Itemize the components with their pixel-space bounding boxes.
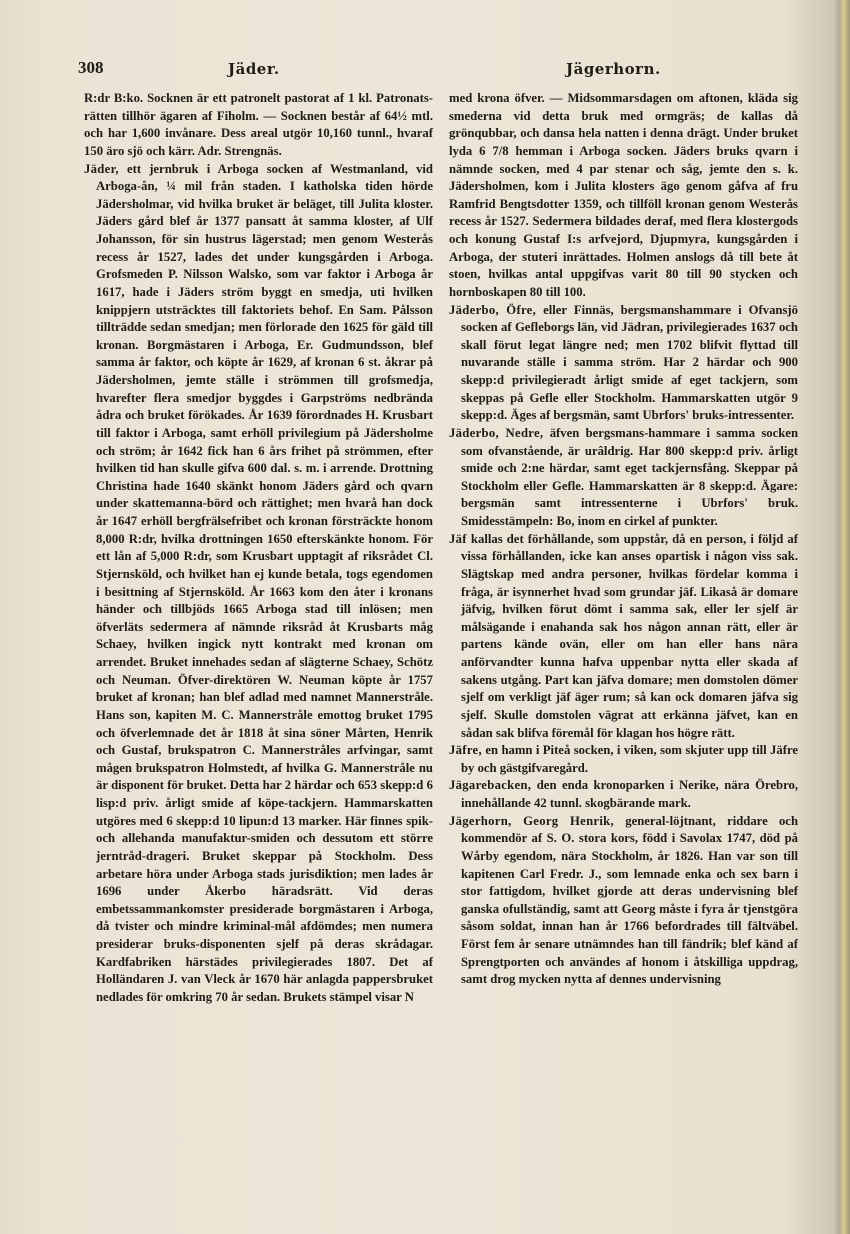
- entry-jaf: [449, 531, 798, 743]
- entry-text: en hamn i Piteå socken, i viken, som skjuter upp till Jäfre by och gästgifvaregård.: [461, 743, 799, 775]
- entry-text: ett jernbruk i Arboga socken af Westmanland, vid Arboga-ån, ¼ mil från staden. I katholska tiden hörde Jädersholmar, vid hvilka bruket är beläget, till Julita kloster. Jäders gård blef år 1377 pansatt åt samma kloster, af Ulf Johansson, för sin hustrus lägerstad; men genom Westerås recess år 1527, lades det under kungsgården i Arboga. Grofsmeden P. Nilsson Walsko, som var faktor i Arboga år 1617, hade i Jäders ström byggt en smedja, uti hvilken knippjern utsträcktes till faktoriets behof. En Sam. Pålsson tillträdde sedan smedjan; men förlorade den 1625 för gäld till kronan. Borgmästaren i Arboga, Er. Gudmundsson, blef samma år faktor, och köpte år 1629, af kronan 6 st. åkrar på Jädersholmen, jemte ställe i strömmen till grofsmedja, hvarefter flera smedjor byggdes i Garpströms nedbrända ådra och bruket förökades. År 1639 förordnades H. Krusbart till faktor i Arboga, samt erhöll privilegium på Jädersholme och ström; år 1642 fick han 6 års frihet på strömmen, efter hvilken tid han skulle gifva 600 dal. s. m. i arrende. Drottning Christina hade 1640 skänkt honom Jäders gård och qvarn under skattemanna-börd och rättighet; men hvarå han dock år 1647 erhöll bergfrälsefribet och kronan försträckte honom 8,000 R:dr, hvilka drottningen 1650 efterskänkte honom. För ett lån af 5,000 R:dr, som Krusbart upptagit af riksrådet Cl. Stjernsköld, och hvilket han ej kunde betala, togs egendomen i besittning af Stjernsköld. År 1663 kom den åter i kronans händer och tillbjöds 1665 Arboga stad till inlösen; men öfverläts sedermera af nämnde riksråd åt Krusbarts måg Schaey, hvilken ingick nytt kontrakt med kronan om arrendet. Bruket innehades sedan af slägterne Schaey, Schötz och Neuman. Öfver-direktören W. Neuman köpte år 1757 bruket af kronan; han blef adlad med namnet Mannerstråle. Hans son, kapiten M. C. Mannerstråle emottog bruket 1795 och öfverlemnade det år 1818 åt sina söner Mårten, Henrik och Gustaf, brukspatron C. Mannerstråles arfvingar, samt mågen brukspatron Holmstedt, af hvilka G. Mannerstråle nu är disponent för bruket. Detta har 2 härdar och 653 skepp:d 6 lisp:d priv. årligt smide af köpe-tackjern. Hammarskatten utgöres med 6 skepp:d 10 lipun:d 13 marker. Här finnes spik- och allehanda manufaktur-smiden och dessutom ett större jerntråd-drageri. Bruket skeppar på Stockholm. Dess arbetare höra under Arboga stads jurisdiktion; men lades år 1696 under Åkerbo häradsrätt. Vid deras embetssammankomster presiderade borgmästaren i Arboga, då tvister och mindre kriminal-mål afdömdes; men numera presiderar bruks-disponenten sjelf på deras skrådagar. Kardfabriken härstädes privilegierades 1807. Det af Holländaren J. van Vleck år 1670 här anlagda pappersbruket nedlades för omkring 70 år sedan. Brukets stämpel visar N: [96, 161, 433, 1004]
- entry-text: R:dr B:ko. Socknen är ett patronelt pastorat af 1 kl. Patronats-rätten tillhör ägaren af Fiholm. — Socknen består af 64½ mtl. och har 1,600 invånare. Dess areal utgör 10,160 tunnl., hvaraf 150 äro sjö och kärr. Adr. Strengnäs.: [84, 91, 433, 158]
- entry-text: eller Finnäs, bergsmanshammare i Ofvansjö socken af Gefleborgs län, vid Jädran, privilegierades 1637 och skall förut legat längre ned; men 1702 blifvit flyttad till nuvarande ställe i samma ström. Har 2 härdar och 900 skepp:d privilegieradt årligt smide af eget tackjern, som skeppas på Gefle eller Stockholm. Hammarskatten utgör 9 skepp:d. Äges af bergsmän, samt Ubrfors' bruks-intressenter.: [461, 302, 798, 423]
- page-edge: [840, 0, 850, 1234]
- entry-headword: Jäderbo, Öfre,: [449, 302, 537, 317]
- entry-jaderbo-ofre: [449, 302, 798, 425]
- entry-headword: Jäder,: [84, 161, 119, 176]
- entry-headword: Jäfre,: [449, 743, 482, 758]
- entry-jagarebacken: [449, 777, 798, 812]
- entry-text: general-löjtnant, riddare och kommendör af S. O. stora kors, född i Savolax 1747, död på Wårby egendom, nära Stockholm, år 1826. Han var son till kapitenen Carl Fredr. J., som lemnade enka och sex barn i stor fattigdom, hvilket gjorde att deras undervisning blef ganska ofullständig, samt att Georg måste i fyra år tjenstgöra såsom soldat, innan han år 1766 befordrades till fältväbel. Först fem år senare utnämndes han till fändrik; blef känd af Sprengtporten och användes af honom i åtskilliga uppdrag, samt drog mycken nytta af dennes undervisning: [461, 813, 798, 987]
- left-column: [84, 90, 433, 1007]
- entry-jafre: [449, 742, 798, 777]
- entry-jagerhorn: [449, 813, 798, 989]
- entry-headword: Jäf: [449, 531, 467, 546]
- page-number: 308: [78, 58, 104, 77]
- entry-jaderbo-nedre: [449, 425, 798, 531]
- running-header: [78, 58, 798, 82]
- entry-headword: Jägarebacken,: [449, 778, 532, 793]
- right-column: [449, 90, 798, 989]
- entry-continuation: [84, 90, 433, 161]
- entry-text: äfven bergsmans-hammare i samma socken som ofvanstående, är urâldrig. Har 800 skepp:d priv. årligt smide och 2:ne härdar, samt eget tackjernsfång. Skeppar på Stockholm eller Gefle. Hammarskatten är 8 skepp:d. Ägare: bergsmän samt intressenterne i Ubrfors' bruk. Smidesstämpeln: Bo, inom en cirkel af punkter.: [461, 425, 798, 528]
- entry-text: den enda kronoparken i Nerike, nära Örebro, innehållande 42 tunnl. skogbärande mark.: [461, 778, 798, 810]
- entry-text: kallas det förhållande, som uppstår, då en person, i följd af vissa förhållanden, icke kan anses opartisk i någon viss sak. Slägtskap med andra personer, hvilkas fördelar komma i fråga, är isynnerhet hvad som grundar jäf. Likaså är domare jäfvig, hvilken förut dömt i samma sak, eller ler sjelf är målsägande i enahanda sak hos någon annan rätt, eller är partens kände ovän, eller om han eller hans nära anförvandter kunna hafva uppenbar nytta eller skada af sakens utgång. Part kan jäfva domare; men domstolen dömer sjelf om verkligt jäf äger rum; så kan ock domaren jäfva sig sjelf. Skulle domstolen vägrat att erkänna jäfvet, kan en sådan sak blifva föremål för klagan hos högre rätt.: [461, 531, 799, 740]
- entry-jader: [84, 161, 433, 1007]
- running-head-left: Jäder.: [228, 60, 280, 78]
- entry-headword: Jäderbo, Nedre,: [449, 425, 544, 440]
- entry-continuation: [449, 90, 798, 302]
- running-head-right: Jägerhorn.: [566, 60, 661, 78]
- entry-text: med krona öfver. — Midsommarsdagen om aftonen, kläda sig smederna vid detta bruk med ormgräs; de kallas då grönqubbar, och dansa hela natten i denna drägt. Under bruket lyda 6 7/8 hemman i Arboga socken. Jäders bruks qvarn i nämnde socken, med 4 par stenar och såg, jemte den s. k. Jädersholmen, kom i Julita klosters ägo genom gåfva af fru Ramfrid Bengtsdotter 1359, och tillföll kronan genom Westerås recess år 1527. Sedermera bildades deraf, med flera klostergods och konung Gustaf I:s arfvejord, Djupmyra, kungsgården i Arboga, der stuteri inrättades. Holmen anslogs då till bete åt stoen, hvilkas antal uppgifvas varit 80 till 90 stycken och hornboskapen 80 till 100.: [449, 91, 798, 299]
- entry-headword: Jägerhorn, Georg Henrik,: [449, 813, 615, 828]
